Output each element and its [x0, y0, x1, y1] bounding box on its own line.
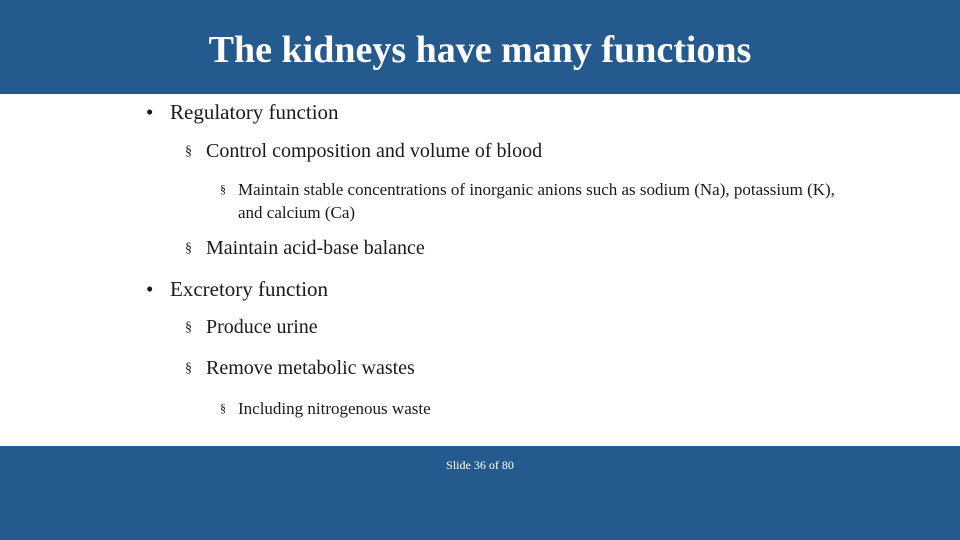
bullet-acid-base-balance	[185, 237, 425, 260]
bullet-marker: •	[146, 277, 154, 301]
bullet-control-composition	[185, 140, 542, 163]
bullet-marker: §	[185, 361, 192, 376]
title-bar	[0, 0, 960, 94]
bullet-excretory-function	[146, 277, 328, 302]
bullet-text: Including nitrogenous waste	[238, 399, 431, 418]
bullet-marker: §	[185, 320, 192, 335]
bullet-marker: §	[185, 144, 192, 159]
bullet-marker: §	[185, 241, 192, 256]
bullet-text: Remove metabolic wastes	[206, 357, 415, 379]
bullet-marker: §	[220, 401, 226, 415]
bullet-marker: •	[146, 100, 154, 124]
bullet-text: Maintain acid-base balance	[206, 237, 425, 259]
slide-content	[0, 94, 960, 446]
bullet-text: Control composition and volume of blood	[206, 140, 543, 162]
slide-title: The kidneys have many functions	[208, 29, 752, 71]
bullet-text: Excretory function	[170, 277, 329, 301]
bullet-stable-concentrations	[220, 178, 840, 224]
bullet-regulatory-function	[146, 100, 339, 125]
bullet-marker: §	[220, 182, 226, 196]
bullet-text: Maintain stable concentrations of inorganic anions such as sodium (Na), potassium (K), and calcium (Ca)	[238, 180, 835, 222]
bullet-nitrogenous-waste	[220, 397, 840, 420]
footer-bar	[0, 446, 960, 540]
bullet-text: Produce urine	[206, 316, 318, 338]
bullet-remove-metabolic-wastes	[185, 357, 415, 380]
slide-number: Slide 36 of 80	[446, 458, 514, 472]
bullet-produce-urine	[185, 316, 318, 339]
bullet-text: Regulatory function	[170, 100, 339, 124]
